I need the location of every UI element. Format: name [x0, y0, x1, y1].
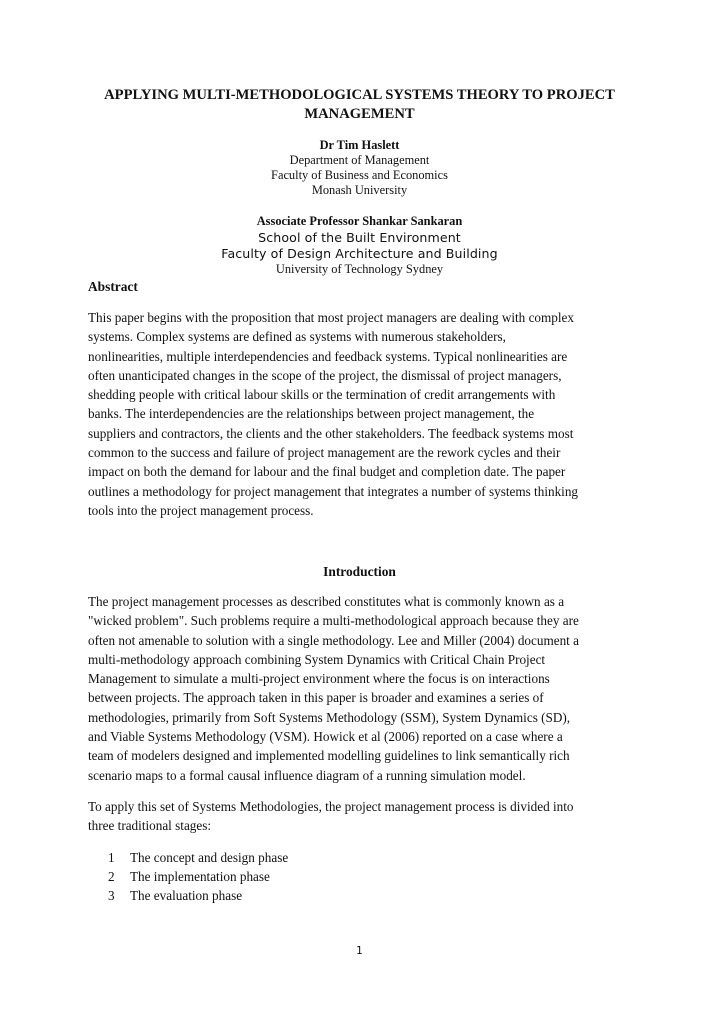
introduction-line: often not amenable to solution with a single methodology. Lee and Miller (2004) document a — [88, 632, 579, 648]
abstract-line: tools into the project management process. — [88, 502, 314, 518]
list-item — [88, 848, 633, 867]
abstract-line: This paper begins with the proposition that most project managers are dealing with complex — [88, 310, 574, 325]
list-item — [88, 867, 633, 886]
abstract-line: banks. The interdependencies are the relationships between project management, the — [88, 406, 535, 422]
author-affiliation: Monash University — [311, 183, 408, 197]
list-item-number: 1 — [108, 850, 115, 865]
introduction-line: team of modelers designed and implemented modelling guidelines to link semantically rich — [88, 748, 570, 764]
abstract-line: suppliers and contractors, the clients and the other stakeholders. The feedback systems most — [88, 425, 574, 441]
list-item-number: 3 — [108, 888, 115, 903]
abstract-line: shedding people with critical labour skills or the termination of credit arrangements with — [88, 387, 556, 403]
list-item-text: The evaluation phase — [130, 888, 243, 903]
introduction-line: three traditional stages: — [88, 818, 212, 834]
abstract-paragraph — [88, 308, 633, 520]
list-item — [88, 886, 633, 905]
introduction-heading: Introduction — [323, 564, 396, 579]
title-line: MANAGEMENT — [304, 106, 415, 122]
introduction-paragraph — [88, 592, 633, 785]
author-name: Associate Professor Shankar Sankaran — [256, 214, 463, 228]
abstract-heading: Abstract — [88, 279, 138, 294]
list-item-text: The implementation phase — [130, 869, 270, 884]
title-line: APPLYING MULTI-METHODOLOGICAL SYSTEMS THEORY TO PROJECT — [104, 87, 615, 103]
introduction-line: and Viable Systems Methodology (VSM). Howick et al (2006) reported on a case where a — [88, 729, 563, 745]
introduction-line: The project management processes as described constitutes what is commonly known as a — [88, 594, 565, 609]
introduction-paragraph — [88, 797, 633, 836]
page-number: 1 — [356, 945, 363, 957]
abstract-line: common to the success and failure of project management are the rework cycles and their — [88, 445, 561, 461]
abstract-line: impact on both the demand for labour and the final budget and completion date. The paper — [88, 464, 566, 480]
introduction-line: between projects. The approach taken in this paper is broader and examines a series of — [88, 690, 544, 706]
introduction-line: Management to simulate a multi-project environment where the focus is on interactions — [88, 671, 550, 687]
author-affiliation: School of the Built Environment — [258, 230, 461, 245]
author-affiliation: University of Technology Sydney — [275, 262, 444, 276]
abstract-line: outlines a methodology for project management that integrates a number of systems thinking — [88, 483, 579, 499]
abstract-line: nonlinearities, multiple interdependencies and feedback systems. Typical nonlinearities are — [88, 348, 568, 364]
author-name: Dr Tim Haslett — [319, 138, 400, 152]
paper-title — [88, 86, 631, 124]
abstract-line: often unanticipated changes in the scope of the project, the dismissal of project managers, — [88, 367, 562, 383]
list-item-text: The concept and design phase — [130, 850, 289, 865]
introduction-line: multi-methodology approach combining System Dynamics with Critical Chain Project — [88, 651, 546, 667]
author-affiliation: Faculty of Design Architecture and Building — [221, 246, 498, 261]
abstract-line: systems. Complex systems are defined as systems with numerous stakeholders, — [88, 329, 506, 345]
introduction-line: scenario maps to a formal causal influence diagram of a running simulation model. — [88, 767, 526, 783]
introduction-line: To apply this set of Systems Methodologies, the project management process is divided into — [88, 799, 574, 814]
stages-list — [88, 848, 633, 905]
list-item-number: 2 — [108, 869, 115, 884]
introduction-line: methodologies, primarily from Soft Systems Methodology (SSM), System Dynamics (SD), — [88, 709, 571, 725]
author-affiliation: Department of Management — [289, 153, 430, 167]
introduction-line: "wicked problem". Such problems require a multi-methodological approach because they are — [88, 613, 579, 629]
author-affiliation: Faculty of Business and Economics — [271, 168, 448, 182]
